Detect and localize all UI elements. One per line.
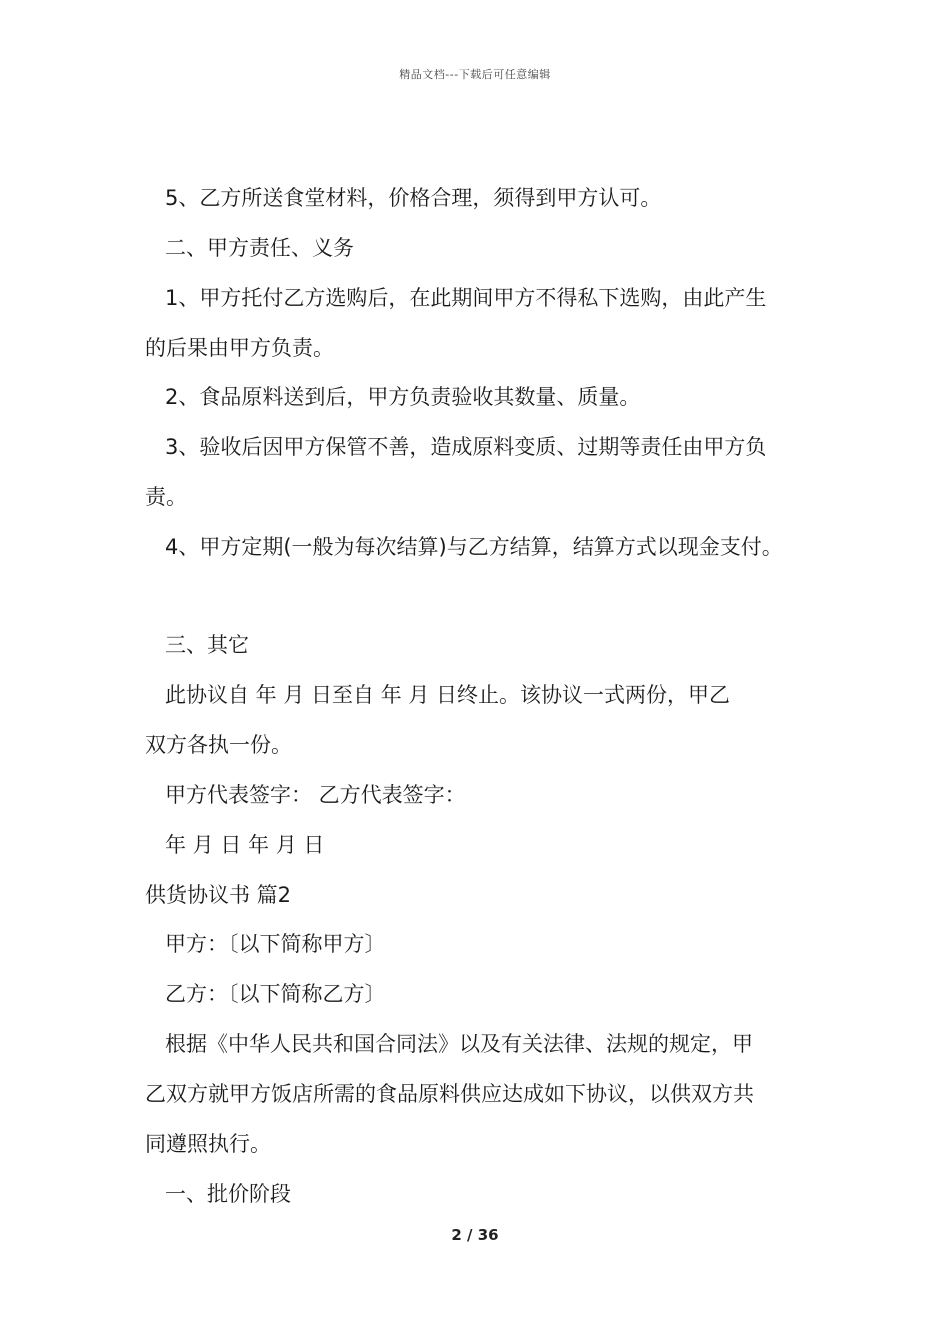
agreement-term-paragraph-continuation: 双方各执一份。	[145, 733, 292, 757]
clause-paragraph: 4、甲方定期(一般为每次结算)与乙方结算，结算方式以现金支付。	[165, 535, 783, 559]
agreement-term-paragraph: 此协议自 年 月 日至自 年 月 日终止。该协议一式两份，甲乙	[165, 683, 731, 707]
section-heading: 二、甲方责任、义务	[165, 236, 354, 260]
preamble-paragraph-continuation: 同遵照执行。	[145, 1132, 271, 1156]
signature-line: 甲方代表签字： 乙方代表签字：	[165, 783, 466, 807]
date-line: 年 月 日 年 月 日	[165, 833, 325, 857]
clause-paragraph: 5、乙方所送食堂材料，价格合理，须得到甲方认可。	[165, 186, 662, 210]
clause-paragraph: 2、食品原料送到后，甲方负责验收其数量、质量。	[165, 385, 641, 409]
party-b-line: 乙方：〔以下简称乙方〕	[165, 982, 386, 1006]
clause-paragraph-continuation: 责。	[145, 485, 187, 509]
party-a-line: 甲方：〔以下简称甲方〕	[165, 932, 386, 956]
preamble-paragraph: 根据《中华人民共和国合同法》以及有关法律、法规的规定，甲	[165, 1032, 753, 1056]
page-header: 精品文档---下载后可任意编辑	[399, 68, 551, 81]
clause-paragraph-continuation: 的后果由甲方负责。	[145, 336, 334, 360]
preamble-paragraph-continuation: 乙双方就甲方饭店所需的食品原料供应达成如下协议，以供双方共	[145, 1082, 754, 1106]
document-title: 供货协议书 篇2	[145, 883, 292, 907]
section-heading: 三、其它	[165, 633, 249, 657]
clause-paragraph: 3、验收后因甲方保管不善，造成原料变质、过期等责任由甲方负	[165, 435, 767, 459]
clause-paragraph: 1、甲方托付乙方选购后，在此期间甲方不得私下选购，由此产生	[165, 286, 767, 310]
section-heading: 一、批价阶段	[165, 1182, 291, 1206]
page-indicator: 2 / 36	[451, 1226, 499, 1244]
